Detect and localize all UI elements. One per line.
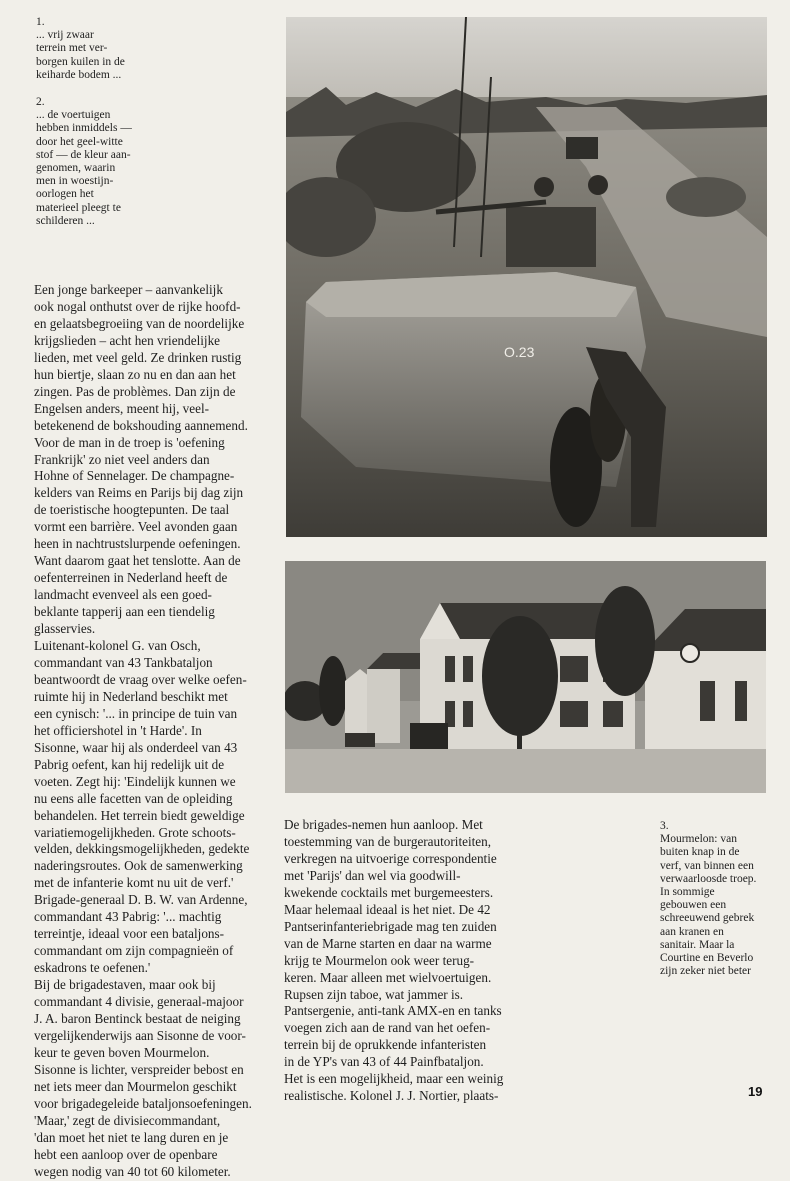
article-line: variatiemogelijkheden. Grote schoots- — [34, 824, 236, 840]
article-line: Het is een mogelijkheid, maar een weinig — [284, 1071, 504, 1087]
article-line: ook nogal onthutst over de rijke hoofd- — [34, 298, 241, 314]
vehicle-marking: O.23 — [504, 344, 535, 360]
caption-line: door het geel-witte — [36, 135, 123, 148]
article-line: Pantserinfanteriebrigade mag ten zuiden — [284, 918, 497, 934]
caption-number: 3. — [660, 820, 669, 832]
article-line: voegen zich aan de rand van het oefen- — [284, 1020, 491, 1036]
article-line: nu eens alle facetten van de opleiding — [34, 790, 233, 806]
article-line: terrein bij de oprukkende infanteristen — [284, 1037, 487, 1053]
article-line: van de Marne starten en daar na warme — [284, 935, 492, 951]
caption-line: ... vrij zwaar — [36, 29, 94, 42]
caption-line: buiten knap in de — [660, 846, 740, 859]
photo-armoured-vehicle-image — [286, 17, 767, 537]
article-line: J. A. baron Bentinck bestaat de neiging — [34, 1010, 241, 1026]
article-line: commandant om zijn compagnieën of — [34, 943, 234, 959]
article-line: realistische. Kolonel J. J. Nortier, plaats- — [284, 1088, 499, 1104]
article-line: toestemming van de burgerautoriteiten, — [284, 833, 492, 849]
caption-line: men in woestijn- — [36, 175, 114, 188]
article-line: met 'Parijs' dan wel via goodwill- — [284, 867, 461, 883]
article-line: De brigades-nemen hun aanloop. Met — [284, 817, 483, 832]
article-column-middle — [284, 817, 524, 1105]
photo-armoured-vehicle — [286, 17, 767, 537]
article-line: commandant van 43 Tankbataljon — [34, 654, 213, 670]
caption-line: ... de voertuigen — [36, 109, 111, 122]
caption-line: schilderen ... — [36, 214, 95, 227]
article-line: commandant 4 divisie, generaal-majoor — [34, 994, 244, 1010]
article-line: met de infanterie komt nu uit de verf.' — [34, 875, 234, 891]
article-line: in de YP's van 43 of 44 Painfbataljon. — [284, 1054, 484, 1070]
article-line: ruimte hij in Nederland beschikt met — [34, 688, 228, 704]
article-line: Engelsen anders, meent hij, veel- — [34, 400, 210, 416]
caption-line: hebben inmiddels — — [36, 122, 132, 135]
article-line: glasservies. — [34, 621, 96, 637]
article-line: Sisonne, waar hij als onderdeel van 43 — [34, 739, 238, 755]
article-line: de toeristische hoogtepunten. De taal — [34, 502, 230, 518]
caption-line: verwaarloosde troep. — [660, 872, 757, 885]
article-line: beklante tapperij aan een tiendelig — [34, 604, 215, 620]
article-line: 'Maar,' zegt de divisiecommandant, — [34, 1112, 221, 1128]
caption-number: 2. — [36, 96, 45, 108]
photo-barracks-image — [285, 561, 766, 793]
article-line: zingen. Pas de problèmes. Dan zijn de — [34, 383, 236, 399]
caption-line: genomen, waarin — [36, 162, 116, 175]
article-line: Rupsen zijn taboe, wat jammer is. — [284, 986, 464, 1002]
article-line: Luitenant-kolonel G. van Osch, — [34, 638, 201, 654]
article-line: Pabrig oefent, kan hij redelijk uit de — [34, 756, 225, 772]
article-line: en gelaatsbegroeiing van de noordelijke — [34, 315, 245, 331]
article-line: 'dan moet het niet te lang duren en je — [34, 1129, 229, 1145]
article-line: velden, dekkingsmogelijkheden, gedekte — [34, 841, 250, 857]
caption-photo-2 — [36, 96, 156, 228]
caption-line: In sommige — [660, 886, 715, 899]
article-line: keur te geven boven Mourmelon. — [34, 1044, 210, 1060]
article-line: betekenend de bokshouding aannemend. — [34, 417, 248, 433]
article-line: krijgslieden – acht hen vriendelijke — [34, 332, 221, 348]
caption-number: 1. — [36, 16, 45, 28]
photo-barracks — [285, 561, 766, 793]
article-line: hebt een aanloop over de openbare — [34, 1146, 218, 1162]
article-line: oefenterreinen in Nederland heeft de — [34, 570, 228, 586]
article-line: keren. Maar alleen met wielvoertuigen. — [284, 969, 492, 985]
caption-line: sanitair. Maar la — [660, 938, 735, 951]
article-line: voeten. Zegt hij: 'Eindelijk kunnen we — [34, 773, 236, 789]
article-line: Een jonge barkeeper – aanvankelijk — [34, 282, 223, 297]
article-line: commandant 43 Pabrig: '... machtig — [34, 909, 222, 925]
article-line: Sisonne is lichter, verspreider bebost en — [34, 1061, 244, 1077]
article-line: vergelijkenderwijs aan Sisonne de voor- — [34, 1027, 246, 1043]
article-line: hun biertje, slaan zo nu en dan aan het — [34, 366, 236, 382]
caption-line: stof — de kleur aan- — [36, 148, 131, 161]
article-line: kelders van Reims en Parijs bij dag zijn — [34, 485, 244, 501]
caption-photo-3 — [660, 820, 780, 978]
article-line: Pantsergenie, anti-tank AMX-en en tanks — [284, 1003, 502, 1019]
article-column-left — [34, 282, 274, 1181]
caption-photo-1 — [36, 16, 156, 82]
article-line: Maar helemaal ideaal is het niet. De 42 — [284, 901, 491, 917]
article-line: Frankrijk' zo niet veel anders dan — [34, 451, 210, 467]
caption-line: aan kranen en — [660, 925, 724, 938]
article-line: Bij de brigadestaven, maar ook bij — [34, 977, 216, 993]
article-line: vormt een barrière. Veel avonden gaan — [34, 519, 238, 535]
article-line: terreintje, ideaal voor een bataljons- — [34, 926, 225, 942]
article-line: lieden, met veel geld. Ze drinken rustig — [34, 349, 242, 365]
article-line: voor brigadegeleide bataljonsoefeningen. — [34, 1095, 252, 1111]
article-line: heen in nachtrustslurpende oefeningen. — [34, 536, 241, 552]
article-line: het officiershotel in 't Harde'. In — [34, 722, 202, 738]
article-line: Want daarom gaat het tenslotte. Aan de — [34, 553, 241, 569]
article-line: naderingsroutes. Ook de samenwerking — [34, 858, 243, 874]
caption-line: oorlogen het — [36, 188, 94, 201]
article-line: wegen nodig van 40 tot 60 kilometer. — [34, 1163, 231, 1179]
caption-line: zijn zeker niet beter — [660, 965, 751, 978]
article-line: een cynisch: '... in principe de tuin van — [34, 705, 238, 721]
article-line: eskadrons te oefenen.' — [34, 960, 151, 976]
caption-line: borgen kuilen in de — [36, 55, 125, 68]
caption-line: Courtine en Beverlo — [660, 952, 754, 965]
article-line: verkregen na uitvoerige correspondentie — [284, 850, 497, 866]
article-line: beantwoordt de vraag over welke oefen- — [34, 671, 247, 687]
article-line: behandelen. Het terrein biedt geweldige — [34, 807, 245, 823]
article-line: Voor de man in de troep is 'oefening — [34, 434, 225, 450]
caption-line: schreeuwend gebrek — [660, 912, 755, 925]
article-line: landmacht evenveel als een goed- — [34, 587, 212, 603]
article-line: net iets meer dan Mourmelon geschikt — [34, 1078, 237, 1094]
caption-line: terrein met ver- — [36, 42, 108, 55]
page-number: 19 — [748, 1084, 763, 1099]
article-line: kwekende cocktails met burgemeesters. — [284, 884, 494, 900]
article-line: Brigade-generaal D. B. W. van Ardenne, — [34, 892, 248, 908]
caption-line: verf, van binnen een — [660, 859, 754, 872]
caption-line: Mourmelon: van — [660, 833, 737, 846]
caption-line: gebouwen een — [660, 899, 727, 912]
caption-line: keiharde bodem ... — [36, 68, 122, 81]
article-line: krijg te Mourmelon ook weer terug- — [284, 952, 475, 968]
article-line: Hohne of Sennelager. De champagne- — [34, 468, 235, 484]
caption-line: materieel pleegt te — [36, 201, 121, 214]
